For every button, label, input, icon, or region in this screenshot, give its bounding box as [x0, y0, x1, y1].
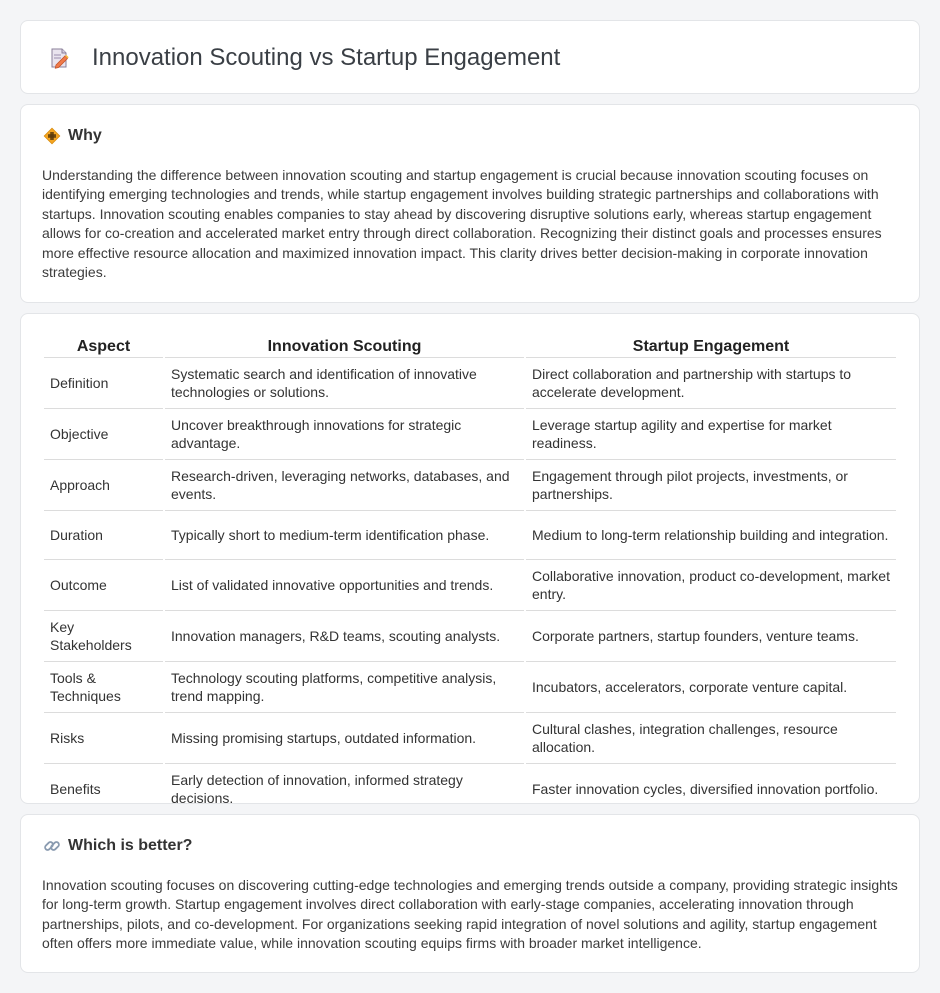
why-heading-row: [43, 127, 102, 145]
scouting-cell: Typically short to medium-term identification phase.: [165, 511, 524, 560]
engagement-cell: Cultural clashes, integration challenges, resource allocation.: [526, 713, 896, 764]
table-row: [44, 764, 896, 815]
why-text: Understanding the difference between innovation scouting and startup engagement is crucial because innovation scouting focuses on identifying emerging technologies and trends, while startup engagement involves building strategic partnerships and collaborations with startups. Innovation scouting enables companies to stay ahead by discovering disruptive solutions early, whereas startup engagement allows for co-creation and accelerated market entry through direct collaboration. Recognizing their distinct goals and processes ensures more effective resource allocation and maximized innovation impact. This clarity drives better decision-making in corporate innovation strategies.: [42, 167, 882, 281]
header-aspect: Aspect: [44, 336, 163, 358]
engagement-cell: Faster innovation cycles, diversified innovation portfolio.: [526, 764, 896, 815]
which-is-better-section: [20, 814, 920, 973]
why-section: [20, 104, 920, 303]
scouting-cell: Research-driven, leveraging networks, databases, and events.: [165, 460, 524, 511]
engagement-cell: Collaborative innovation, product co-development, market entry.: [526, 560, 896, 611]
header-innovation-scouting: Innovation Scouting: [165, 336, 524, 358]
aspect-cell: Definition: [44, 358, 163, 409]
table-row: [44, 511, 896, 560]
scouting-cell: List of validated innovative opportunities and trends.: [165, 560, 524, 611]
comparison-table: [42, 336, 898, 815]
diamond-sign-icon: [43, 127, 61, 145]
header-startup-engagement: Startup Engagement: [526, 336, 896, 358]
aspect-cell: Risks: [44, 713, 163, 764]
scouting-cell: Systematic search and identification of innovative technologies or solutions.: [165, 358, 524, 409]
table-row: [44, 662, 896, 713]
link-icon: [43, 837, 61, 855]
aspect-cell: Objective: [44, 409, 163, 460]
why-heading: Why: [68, 127, 102, 144]
table-header-row: [44, 336, 896, 358]
table-row: [44, 713, 896, 764]
scouting-cell: Missing promising startups, outdated information.: [165, 713, 524, 764]
engagement-cell: Direct collaboration and partnership with startups to accelerate development.: [526, 358, 896, 409]
page-title: Innovation Scouting vs Startup Engagement: [92, 44, 561, 71]
comparison-section: [20, 313, 920, 804]
engagement-cell: Medium to long-term relationship building and integration.: [526, 511, 896, 560]
aspect-cell: Key Stakeholders: [44, 611, 163, 662]
aspect-cell: Approach: [44, 460, 163, 511]
scouting-cell: Technology scouting platforms, competitive analysis, trend mapping.: [165, 662, 524, 713]
better-text: Innovation scouting focuses on discovering cutting-edge technologies and emerging trends outside a company, providing strategic insights for long-term growth. Startup engagement involves direct collaboration with early-stage companies, accelerating innovation through partnerships, pilots, and co-development. For organizations seeking rapid integration of novel solutions and agility, startup engagement often offers more immediate value, while innovation scouting equips firms with broader market intelligence.: [42, 877, 898, 952]
engagement-cell: Corporate partners, startup founders, venture teams.: [526, 611, 896, 662]
better-heading: Which is better?: [68, 837, 193, 854]
table-row: [44, 460, 896, 511]
table-row: [44, 560, 896, 611]
scouting-cell: Uncover breakthrough innovations for strategic advantage.: [165, 409, 524, 460]
scouting-cell: Early detection of innovation, informed strategy decisions.: [165, 764, 524, 815]
engagement-cell: Engagement through pilot projects, investments, or partnerships.: [526, 460, 896, 511]
table-row: [44, 358, 896, 409]
table-row: [44, 409, 896, 460]
header-card: [20, 20, 920, 94]
aspect-cell: Outcome: [44, 560, 163, 611]
aspect-cell: Benefits: [44, 764, 163, 815]
aspect-cell: Tools & Techniques: [44, 662, 163, 713]
table-row: [44, 611, 896, 662]
document-pencil-icon: [47, 46, 71, 70]
better-heading-row: [43, 837, 192, 855]
engagement-cell: Leverage startup agility and expertise for market readiness.: [526, 409, 896, 460]
scouting-cell: Innovation managers, R&D teams, scouting analysts.: [165, 611, 524, 662]
aspect-cell: Duration: [44, 511, 163, 560]
engagement-cell: Incubators, accelerators, corporate venture capital.: [526, 662, 896, 713]
